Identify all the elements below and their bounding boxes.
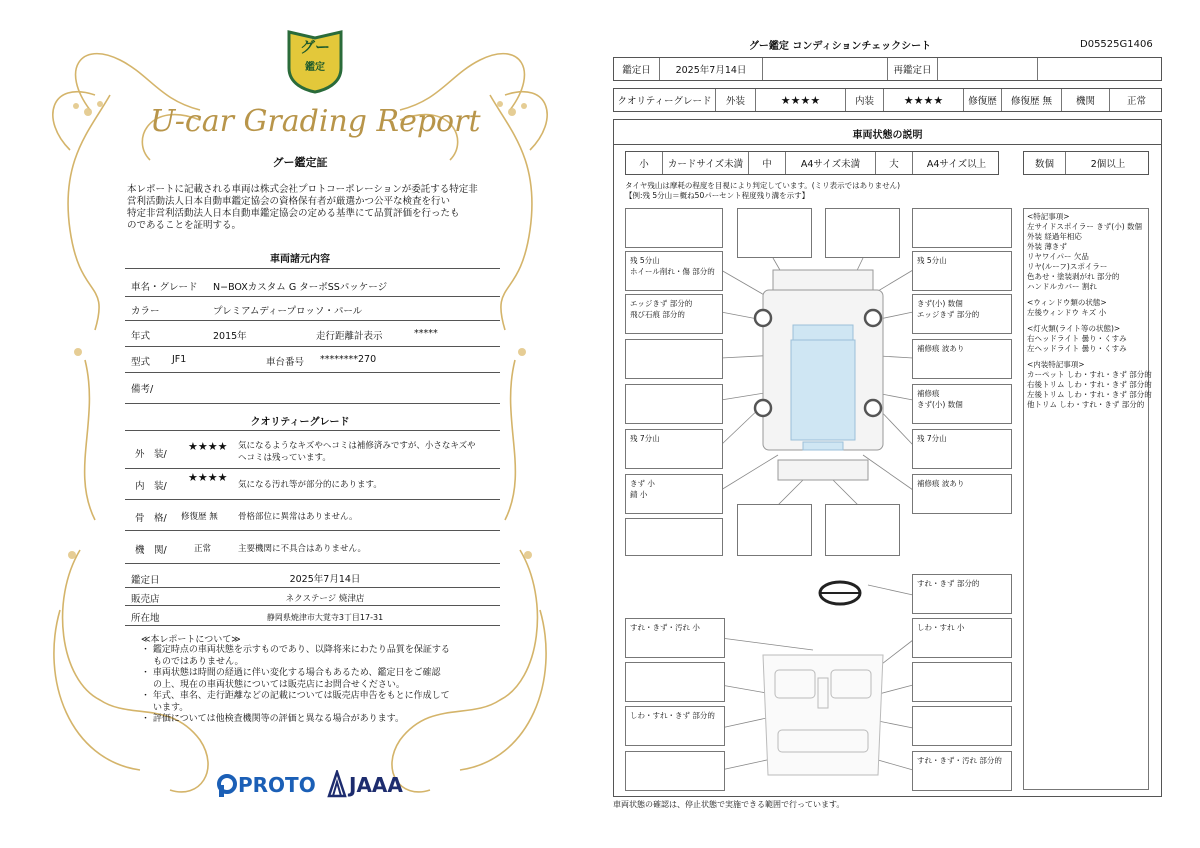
right-box-7: 補修痕 波あり [912, 474, 1012, 514]
left-box-8 [625, 518, 723, 556]
address-value: 静岡県焼津市大覚寺3丁目17-31 [266, 613, 384, 622]
dealer-value: ネクステージ 焼津店 [285, 594, 365, 604]
engine-text: 主要機関に不具合はありません。 [238, 544, 367, 554]
int-label: 内装 [846, 89, 884, 111]
left-box-12 [625, 751, 725, 791]
cert-text: 本レポートに記載される車両は株式会社プロトコーポレーションが委託する特定非 営利活動法人日本自動車鑑定協会の資格保有者が厳選かつ公平な検査を行い 特定非営利活動法人日本自動車鑑定協会の定める基準にて品質評価を行ったも のであることを証明する。 [127, 184, 478, 231]
right-box-9: しわ・すれ 小 [912, 618, 1012, 658]
proto-logo-text: PROTO [238, 773, 316, 797]
spec-heading: 車両諸元内容 [270, 254, 330, 265]
cert-title: グー鑑定証 [272, 156, 328, 169]
right-box-2: 残 5分山 [912, 251, 1012, 291]
left-box-1 [625, 208, 723, 248]
date-value: 2025年7月14日 [289, 574, 361, 585]
jaaa-logo-icon [327, 770, 347, 798]
right-box-3: きず(小) 数個 エッジきず 部分的 [912, 294, 1012, 334]
right-box-1 [912, 208, 1012, 248]
exterior-stars: ★★★★ [188, 440, 228, 453]
sheet-title: グー鑑定 コンディションチェックシート [748, 41, 932, 52]
dealer-label: 販売店 [131, 594, 160, 605]
interior-stars: ★★★★ [188, 471, 228, 484]
mileage-label: 走行距離計表示 [316, 331, 383, 342]
ext-label: 外装 [716, 89, 756, 111]
interior-text: 気になる汚れ等が部分的にあります。 [238, 480, 382, 490]
left-box-4 [625, 339, 723, 379]
section-title: 車両状態の説明 [852, 130, 923, 141]
left-box-7: きず 小 錆 小 [625, 474, 723, 514]
color-value: プレミアムディープロッソ・パール [213, 306, 363, 317]
left-box-6: 残 7分山 [625, 429, 723, 469]
color-label: カラー [131, 306, 160, 317]
frame-value: 修復歴 無 [181, 512, 218, 522]
sheet-footer: 車両状態の確認は、停止状態で実施できる範囲で行っています。 [613, 800, 845, 809]
name-label: 車名・グレード [131, 282, 198, 293]
date-label: 鑑定日 [131, 575, 160, 586]
repair-value: 修復歴 無 [1002, 89, 1062, 111]
tire-note-1: タイヤ残山は摩耗の程度を目視により判定しています。(ミリ表示ではありません) [625, 181, 901, 190]
remarks-label: 備考/ [131, 384, 154, 395]
center-top-box-1 [737, 208, 812, 258]
right-box-12: すれ・きず・汚れ 部分的 [912, 751, 1012, 791]
mileage-value: ***** [414, 328, 438, 339]
left-box-5 [625, 384, 723, 424]
left-box-11: しわ・すれ・きず 部分的 [625, 706, 725, 746]
tire-note-2: 【例:残 5分山＝概ね50パーセント程度残り溝を示す】 [625, 191, 810, 200]
name-value: N−BOXカスタム G ターボSSパッケージ [213, 282, 388, 293]
right-box-6: 残 7分山 [912, 429, 1012, 469]
grade-row [613, 88, 1162, 112]
left-box-9: すれ・きず・汚れ 小 [625, 618, 725, 658]
year-label: 年式 [131, 331, 151, 342]
left-box-2: 残 5分山 ホイール削れ・傷 部分的 [625, 251, 723, 291]
jaaa-logo-text: JAAA [349, 773, 403, 797]
repair-label: 修復歴 [964, 89, 1002, 111]
qg-label: クオリティーグレード [614, 89, 716, 111]
right-box-4: 補修痕 波あり [912, 339, 1012, 379]
right-box-10 [912, 662, 1012, 702]
engine-value-r: 正常 [1126, 96, 1146, 107]
condition-check-sheet [600, 0, 1200, 848]
engine-label: 機 関/ [135, 545, 167, 556]
model-label: 型式 [131, 357, 151, 368]
notice-list: ・ 鑑定時点の車両状態を示すものであり、以降将来にわたり品質を保証する ものではありません。 ・ 車両状態は時間の経過に伴い変化する場合もあるため、鑑定日をご確認 の上、現在の車両状態については販売店にお問合せください。 ・ 年式、車名、走行距離などの記載については販売店申告をもとに作成して います。 ・ 評価については他検査機関等の評価と異なる場合があります。 [141, 645, 450, 724]
appraisal-date-label: 鑑定日 [614, 58, 660, 80]
size-legend: 小 カードサイズ未満 中 A4サイズ未満 大 A4サイズ以上 [625, 151, 999, 175]
right-box-11 [912, 706, 1012, 746]
interior-label: 内 装/ [135, 481, 167, 492]
left-box-3: エッジきず 部分的 飛び石痕 部分的 [625, 294, 723, 334]
script-title: U-car Grading Report [150, 104, 481, 139]
badge-line1: グー [299, 38, 330, 56]
center-bottom-box-1 [737, 504, 812, 556]
right-box-5: 補修痕 きず(小) 数個 [912, 384, 1012, 424]
right-box-8: すれ・きず 部分的 [912, 574, 1012, 614]
left-box-10 [625, 662, 725, 702]
engine-label-r: 機関 [1062, 89, 1110, 111]
int-stars: ★★★★ [884, 89, 964, 111]
model-value: JF1 [172, 354, 187, 365]
appraisal-date-value: 2025年7月14日 [660, 58, 763, 80]
address-label: 所在地 [131, 613, 160, 624]
chassis-label: 車台番号 [266, 357, 305, 368]
qg-heading: クオリティーグレード [250, 417, 350, 428]
reappraisal-label: 再鑑定日 [888, 58, 938, 80]
frame-label: 骨 格/ [135, 513, 167, 524]
year-value: 2015年 [213, 331, 247, 342]
ext-stars: ★★★★ [756, 89, 846, 111]
doc-id: D05525G1406 [1080, 39, 1153, 50]
badge-line2: 鑑定 [305, 62, 325, 73]
date-row [613, 57, 1162, 81]
center-top-box-2 [825, 208, 900, 258]
notice-title: ≪本レポートについて≫ [141, 635, 241, 645]
center-bottom-box-2 [825, 504, 900, 556]
proto-logo-icon [216, 773, 238, 797]
exterior-text: 気になるようなキズやヘコミは補修済みですが、小さなキズや ヘコミは残っています。 [238, 441, 476, 463]
frame-text: 骨格部位に異常はありません。 [238, 512, 358, 522]
chassis-value: ********270 [320, 354, 377, 365]
engine-value: 正常 [194, 544, 212, 554]
notes-panel: <特記事項> 左サイドスポイラー きず(小) 数個 外装 経過年相応 外装 薄きず リヤワイパー 欠品 リヤ(ルーフ)スポイラー 色あせ・塗装剥がれ 部分的 ハンドルカバー 割れ <ウィンドウ類の状態> 左後ウィンドウ キズ 小 <灯火類(ライト等の状態)> 右ヘッドライト 曇り・くすみ 左ヘッドライト 曇り・くすみ <内装特記事項> カーペット しわ・すれ・きず 部分的 右後トリム しわ・すれ・きず 部分的 左後トリム しわ・すれ・きず 部分的 他トリム しわ・すれ・きず 部分的 [1023, 208, 1149, 790]
exterior-label: 外 装/ [135, 449, 167, 460]
count-legend: 数個 2個以上 [1023, 151, 1149, 175]
